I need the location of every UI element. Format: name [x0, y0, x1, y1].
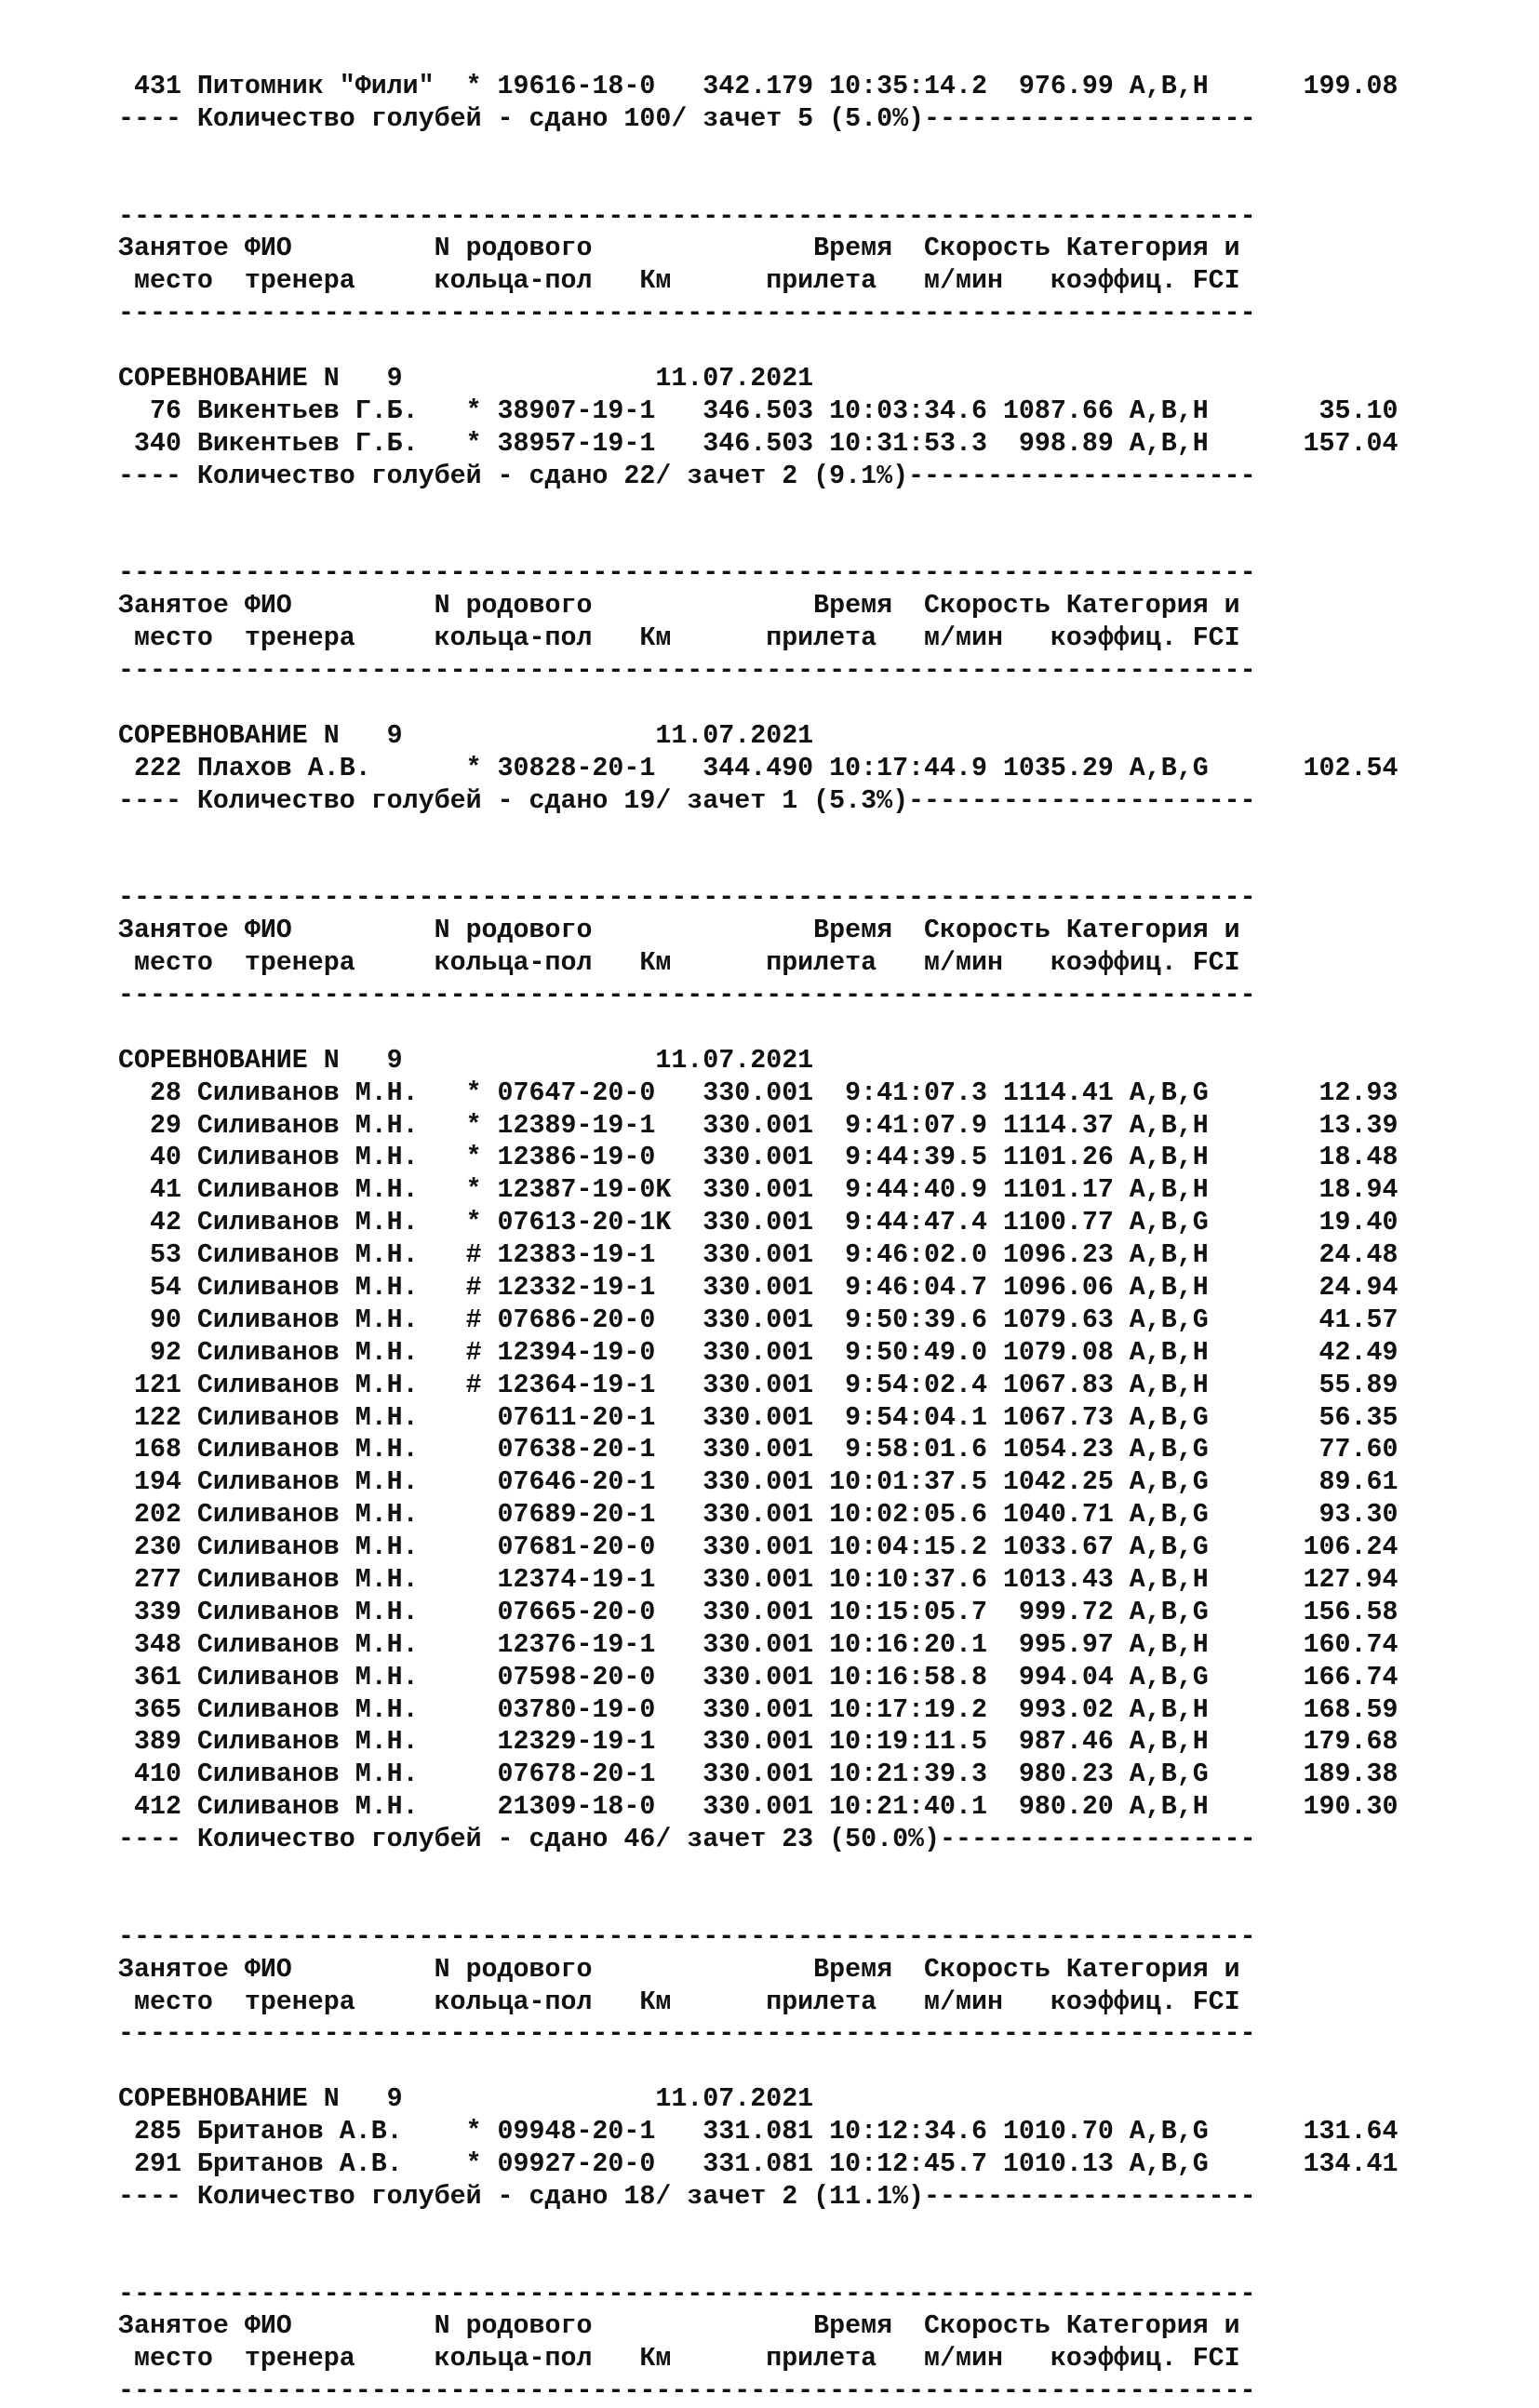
result-row: 194 Силиванов М.Н. 07646-20-1 330.001 10:01:37.5 1042.25 A,B,G 89.61: [118, 1467, 1398, 1498]
column-header-line-2: место тренера кольца-пол Км прилета м/мин коэффиц. FCI: [118, 623, 1240, 654]
separator-line: ------------------------------------------------------------------------: [118, 883, 1256, 914]
column-header-line-2: место тренера кольца-пол Км прилета м/мин коэффиц. FCI: [118, 948, 1240, 979]
separator-line: ------------------------------------------------------------------------: [118, 2019, 1256, 2050]
result-row: 412 Силиванов М.Н. 21309-18-0 330.001 10:21:40.1 980.20 A,B,H 190.30: [118, 1792, 1398, 1823]
result-row: 339 Силиванов М.Н. 07665-20-0 330.001 10:15:05.7 999.72 A,B,G 156.58: [118, 1597, 1398, 1627]
blank-line: [118, 1856, 1398, 1889]
separator-line: ------------------------------------------------------------------------: [118, 1921, 1256, 1952]
separator-line: ------------------------------------------------------------------------: [118, 2376, 1256, 2407]
separator-line: ------------------------------------------------------------------------: [118, 558, 1256, 589]
column-header-line-2: место тренера кольца-пол Км прилета м/мин коэффиц. FCI: [118, 266, 1240, 297]
summary-line: ---- Количество голубей - сдано 100/ зачет 5 (5.0%)---------------------: [118, 103, 1256, 134]
result-row: 42 Силиванов М.Н. * 07613-20-1K 330.001 9:44:47.4 1100.77 A,B,G 19.40: [118, 1208, 1398, 1238]
separator-line: ------------------------------------------------------------------------: [118, 2279, 1256, 2309]
summary-line: ---- Количество голубей - сдано 19/ зачет 1 (5.3%)----------------------: [118, 785, 1256, 816]
result-row: 410 Силиванов М.Н. 07678-20-1 330.001 10:21:39.3 980.23 A,B,G 189.38: [118, 1759, 1398, 1790]
result-row: 168 Силиванов М.Н. 07638-20-1 330.001 9:58:01.6 1054.23 A,B,G 77.60: [118, 1435, 1398, 1465]
result-row: 28 Силиванов М.Н. * 07647-20-0 330.001 9:41:07.3 1114.41 A,B,G 12.93: [118, 1077, 1398, 1108]
column-header-line-1: Занятое ФИО N родового Время Скорость Категория и: [118, 916, 1240, 946]
column-header-line-1: Занятое ФИО N родового Время Скорость Категория и: [118, 234, 1240, 264]
result-row: 202 Силиванов М.Н. 07689-20-1 330.001 10:02:05.6 1040.71 A,B,G 93.30: [118, 1500, 1398, 1531]
result-row: 277 Силиванов М.Н. 12374-19-1 330.001 10:10:37.6 1013.43 A,B,H 127.94: [118, 1564, 1398, 1595]
separator-line: ------------------------------------------------------------------------: [118, 201, 1256, 232]
separator-line: ------------------------------------------------------------------------: [118, 656, 1256, 687]
summary-line: ---- Количество голубей - сдано 22/ зачет 2 (9.1%)----------------------: [118, 461, 1256, 491]
result-row: 389 Силиванов М.Н. 12329-19-1 330.001 10:19:11.5 987.46 A,B,H 179.68: [118, 1727, 1398, 1758]
column-header-line-1: Занятое ФИО N родового Время Скорость Категория и: [118, 1954, 1240, 1985]
blank-line: [118, 2051, 1398, 2083]
results-printout: [118, 71, 1398, 2408]
blank-line: [118, 136, 1398, 168]
column-header-line-2: место тренера кольца-пол Км прилета м/мин коэффиц. FCI: [118, 1987, 1240, 2017]
competition-line: СОРЕВНОВАНИЕ N 9 11.07.2021: [118, 364, 814, 395]
competition-line: СОРЕВНОВАНИЕ N 9 11.07.2021: [118, 720, 814, 751]
summary-line: ---- Количество голубей - сдано 18/ зачет 2 (11.1%)---------------------: [118, 2181, 1256, 2212]
blank-line: [118, 493, 1398, 526]
result-row: 222 Плахов А.В. * 30828-20-1 344.490 10:17:44.9 1035.29 A,B,G 102.54: [118, 753, 1398, 783]
result-row: 121 Силиванов М.Н. # 12364-19-1 330.001 9:54:02.4 1067.83 A,B,H 55.89: [118, 1370, 1398, 1400]
result-row: 29 Силиванов М.Н. * 12389-19-1 330.001 9:41:07.9 1114.37 A,B,H 13.39: [118, 1110, 1398, 1141]
result-row: 365 Силиванов М.Н. 03780-19-0 330.001 10:17:19.2 993.02 A,B,H 168.59: [118, 1694, 1398, 1725]
result-row: 348 Силиванов М.Н. 12376-19-1 330.001 10:16:20.1 995.97 A,B,H 160.74: [118, 1629, 1398, 1660]
result-row: 40 Силиванов М.Н. * 12386-19-0 330.001 9:44:39.5 1101.26 A,B,H 18.48: [118, 1143, 1398, 1173]
blank-line: [118, 688, 1398, 720]
result-row: 291 Британов А.В. * 09927-20-0 331.081 10:12:45.7 1010.13 A,B,G 134.41: [118, 2149, 1398, 2179]
result-row: 431 Питомник "Фили" * 19616-18-0 342.179 10:35:14.2 976.99 A,B,H 199.08: [118, 72, 1398, 101]
result-row: 92 Силиванов М.Н. # 12394-19-0 330.001 9:50:49.0 1079.08 A,B,H 42.49: [118, 1337, 1398, 1368]
blank-line: [118, 2214, 1398, 2246]
result-row: 340 Викентьев Г.Б. * 38957-19-1 346.503 10:31:53.3 998.89 A,B,H 157.04: [118, 428, 1398, 459]
blank-line: [118, 849, 1398, 882]
blank-line: [118, 1012, 1398, 1045]
column-header-line-2: место тренера кольца-пол Км прилета м/мин коэффиц. FCI: [118, 2344, 1240, 2375]
separator-line: ------------------------------------------------------------------------: [118, 980, 1256, 1010]
result-row: 90 Силиванов М.Н. # 07686-20-0 330.001 9:50:39.6 1079.63 A,B,G 41.57: [118, 1304, 1398, 1335]
result-row: 76 Викентьев Г.Б. * 38907-19-1 346.503 10:03:34.6 1087.66 A,B,H 35.10: [118, 395, 1398, 426]
competition-line: СОРЕВНОВАНИЕ N 9 11.07.2021: [118, 1045, 814, 1076]
blank-line: [118, 1889, 1398, 1921]
blank-line: [118, 817, 1398, 849]
result-row: 361 Силиванов М.Н. 07598-20-0 330.001 10:16:58.8 994.04 A,B,G 166.74: [118, 1662, 1398, 1692]
result-row: 54 Силиванов М.Н. # 12332-19-1 330.001 9:46:04.7 1096.06 A,B,H 24.94: [118, 1272, 1398, 1303]
competition-line: СОРЕВНОВАНИЕ N 9 11.07.2021: [118, 2084, 814, 2115]
column-header-line-1: Занятое ФИО N родового Время Скорость Категория и: [118, 2311, 1240, 2342]
result-row: 122 Силиванов М.Н. 07611-20-1 330.001 9:54:04.1 1067.73 A,B,G 56.35: [118, 1402, 1398, 1433]
result-row: 230 Силиванов М.Н. 07681-20-0 330.001 10:04:15.2 1033.67 A,B,G 106.24: [118, 1532, 1398, 1563]
blank-line: [118, 168, 1398, 201]
result-row: 285 Британов А.В. * 09948-20-1 331.081 10:12:34.6 1010.70 A,B,G 131.64: [118, 2117, 1398, 2147]
result-row: 41 Силиванов М.Н. * 12387-19-0K 330.001 9:44:40.9 1101.17 A,B,H 18.94: [118, 1175, 1398, 1206]
column-header-line-1: Занятое ФИО N родового Время Скорость Категория и: [118, 591, 1240, 622]
result-row: 53 Силиванов М.Н. # 12383-19-1 330.001 9:46:02.0 1096.23 A,B,H 24.48: [118, 1240, 1398, 1271]
blank-line: [118, 2246, 1398, 2279]
blank-line: [118, 330, 1398, 363]
separator-line: ------------------------------------------------------------------------: [118, 299, 1256, 329]
blank-line: [118, 525, 1398, 557]
summary-line: ---- Количество голубей - сдано 46/ зачет 23 (50.0%)--------------------: [118, 1825, 1256, 1855]
